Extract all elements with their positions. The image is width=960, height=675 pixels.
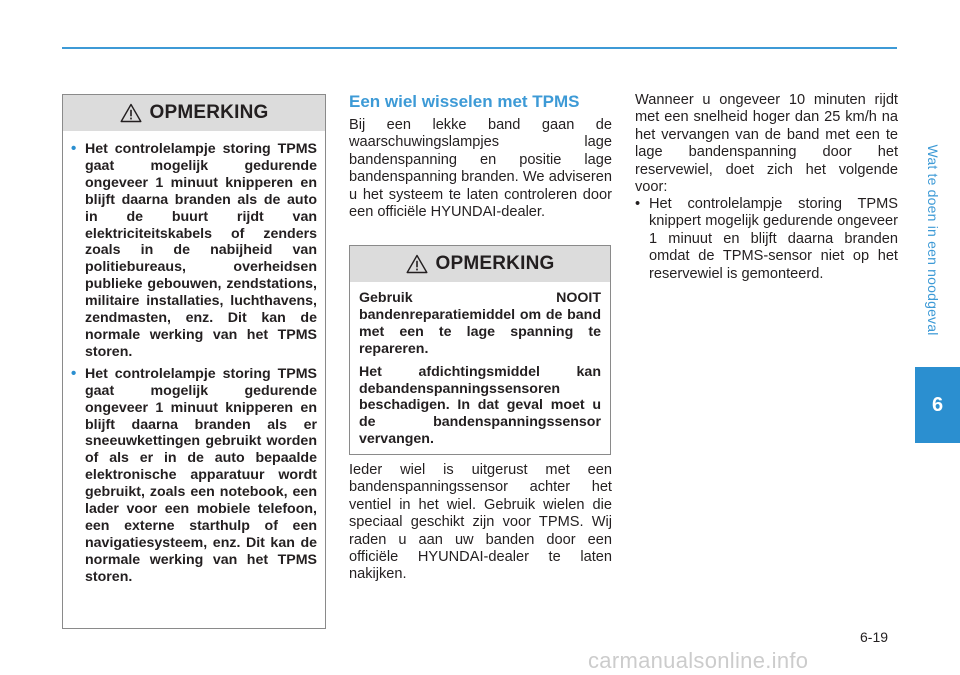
note-header bbox=[63, 95, 325, 131]
note-item-text: Het controlelampje storing TPMS gaat mogelijk gedurende ongeveer 1 minuut knipperen en blijft daarna branden als de auto in de buurt rijdt van elektriciteitskabels of zenders zoals in de nabijheid van politiebureaus, overheidsen publieke gebouwen, zendstations, militaire installaties, luchthavens, zendmasten, enz. Dit kan de normale werking van het TPMS storen. bbox=[85, 141, 317, 360]
middle-note-box bbox=[349, 245, 611, 455]
chapter-side-label bbox=[920, 100, 946, 380]
note-body bbox=[350, 282, 610, 448]
left-note-box bbox=[62, 94, 326, 629]
top-rule bbox=[62, 47, 897, 49]
chapter-title: Wat te doen in een noodgeval bbox=[925, 144, 941, 336]
intro-paragraph: Bij een lekke band gaan de waarschuwingslampjes lage bandenspanning en positie lage bandenspanning branden. We adviseren u het systeem te laten controleren door een officiële HYUNDAI-dealer. bbox=[349, 117, 612, 221]
note-item bbox=[71, 140, 317, 361]
bullet-icon: • bbox=[71, 364, 77, 382]
bullet-icon: • bbox=[71, 140, 77, 157]
warning-triangle-icon bbox=[120, 103, 142, 123]
right-paragraph: Wanneer u ongeveer 10 minuten rijdt met een snelheid hoger dan 25 km/h na het vervangen van de band met een te lage bandenspanning door het reservewiel, doet zich het volgende voor: bbox=[635, 92, 898, 196]
warning-triangle-icon bbox=[406, 254, 428, 274]
watermark: carmanualsonline.info bbox=[588, 648, 809, 673]
list-item bbox=[635, 196, 898, 283]
after-note-paragraph: Ieder wiel is uitgerust met een bandenspanningssensor achter het ventiel in het wiel. Gebruik wielen die speciaal geschikt zijn voor TPMS. Wij raden u aan uw banden door een officiële HYUNDAI-dealer te laten nakijken. bbox=[349, 462, 612, 583]
note-title: OPMERKING bbox=[435, 253, 555, 274]
note-title: OPMERKING bbox=[149, 102, 269, 123]
right-bullet-list bbox=[635, 196, 898, 283]
note-paragraph: Het afdichtingsmiddel kan debandenspanningssensoren beschadigen. In dat geval moet u de bandenspanningssensor vervangen. bbox=[359, 363, 601, 448]
section-heading: Een wiel wisselen met TPMS bbox=[349, 92, 580, 111]
page-number: 6-19 bbox=[860, 629, 889, 645]
chapter-tab bbox=[915, 367, 960, 443]
bullet-icon: • bbox=[635, 196, 641, 212]
note-item bbox=[71, 364, 317, 586]
note-list bbox=[63, 131, 325, 586]
note-header bbox=[350, 246, 610, 282]
note-paragraph: Gebruik NOOIT bandenreparatiemiddel om de band met een te lage spanning te repareren. bbox=[359, 290, 601, 357]
chapter-number: 6 bbox=[931, 393, 944, 416]
note-item-text: Het controlelampje storing TPMS gaat mogelijk gedurende ongeveer 1 minuut knipperen en blijft daarna branden als er sneeuwkettingen gebruikt worden of als er in de auto bepaalde elektronische apparatuur wordt gebruikt, zoals een notebook, een lader voor een mobiele telefoon, een externe starthulp of een navigatiesysteem, enz. Dit kan de normale werking van het TPMS storen. bbox=[85, 365, 317, 585]
list-item-text: Het controlelampje storing TPMS knippert mogelijk gedurende ongeveer 1 minuut en blijft daarna branden omdat de TPMS-sensor niet op het reservewiel is gemonteerd. bbox=[649, 196, 898, 282]
